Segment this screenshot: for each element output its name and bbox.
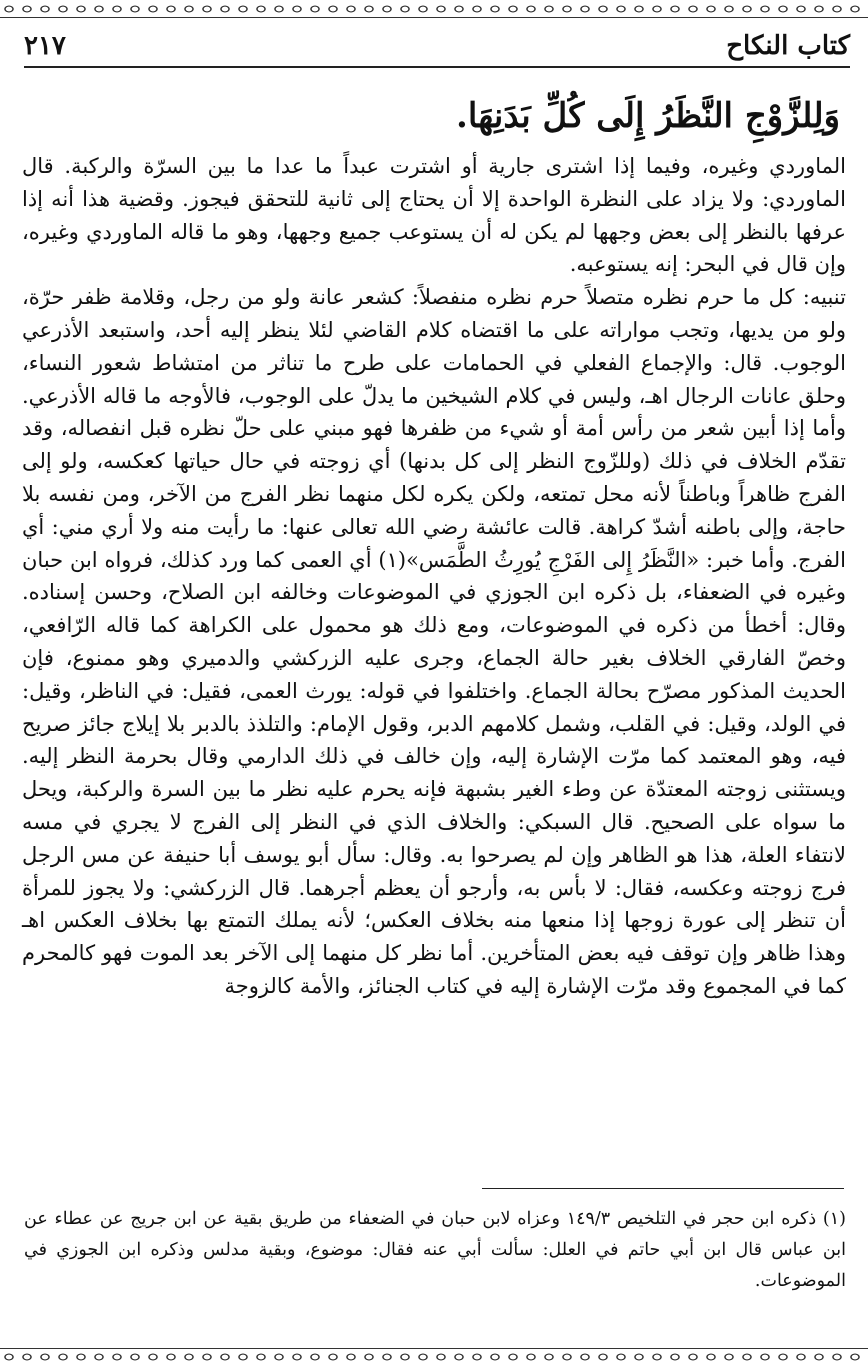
paragraph: تنبيه: كل ما حرم نظره متصلاً حرم نظره منفصلاً: كشعر عانة ولو من رجل، وقلامة ظفر حرّة، ولو من يديها، وتجب مواراته على ما اقتضاه كلام القاضي لئلا ينظر إليه أحد، واستبعد الأذرعي الوجوب. قال: والإجماع الفعلي في الحمامات على طرح ما تناثر من امتشاط شعور النساء، وحلق عانات الرجال اهـ، وليس في كلام الشيخين ما يدلّ على الوجوب، فالأوجه ما قاله الأذرعي. وأما إذا أبين شعر من رأس أمة أو شيء من ظفرها فهو مبني على حلّ نظره قبل انفصاله، وقد تقدّم الخلاف في ذلك (وللزّوج النظر إلى كل بدنها) أي زوجته في حال حياتها كعكسه، ولو إلى الفرج ظاهراً وباطناً لأنه محل تمتعه، ولكن يكره لكل منهما نظر الفرج من الآخر، ومن نفسه بلا حاجة، وإلى باطنه أشدّ كراهة. قالت عائشة رضي الله تعالى عنها: ما رأيت منه ولا أري مني: أي الفرج. وأما خبر: «النَّظَرُ إِلى الفَرْجِ يُورِثُ الطَّمَس»(١) أي العمى كما ورد كذلك، فرواه ابن حبان وغيره في الضعفاء، بل ذكره ابن الجوزي في الموضوعات وخالفه ابن الصلاح، وحسن إسناده. وقال: أخطأ من ذكره في الموضوعات، ومع ذلك هو محمول على الكراهة كما قاله الرّافعي، وخصّ الفارقي الخلاف بغير حالة الجماع، وجرى عليه الزركشي والدميري وهو ممنوع، فإن الحديث المذكور مصرّح بحالة الجماع. واختلفوا في قوله: يورث العمى، فقيل: في الناظر، وقيل: في الولد، وقيل: في القلب، وشمل كلامهم الدبر، وقول الإمام: والتلذذ بالدبر بلا إيلاج جائز صريح فيه، وهو المعتمد كما مرّت الإشارة إليه، وإن خالف في ذلك الدارمي وقال بحرمة النظر إليه. ويستثنى زوجته المعتدّة عن وطء الغير بشبهة فإنه يحرم عليه نظر ما بين السرة والركبة، ويحل ما سواه على الصحيح. قال السبكي: والخلاف الذي في النظر إلى الفرج لا يجري في مسه لانتفاء العلة، هذا هو الظاهر وإن لم يصرحوا به. وقال: سأل أبو يوسف أبا حنيفة عن مس الرجل فرج زوجته وعكسه، فقال: لا بأس به، وأرجو أن يعظم أجرهما. قال الزركشي: ولا يجوز للمرأة أن تنظر إلى عورة زوجها إذا منعها منه بخلاف العكس؛ لأنه يملك التمتع بها بخلاف العكس اهـ وهذا ظاهر وإن توقف فيه بعض المتأخرين. أما نظر كل منهما إلى الآخر بعد الموت فهو كالمحرم كما في المجموع وقد مرّت الإشارة إليه في كتاب الجنائز، والأمة كالزوجة xyxy=(22,285,846,998)
top-ornamental-border xyxy=(0,0,868,18)
footnote-divider xyxy=(482,1188,844,1189)
page-number: ٢١٧ xyxy=(24,31,66,61)
commentary-text xyxy=(22,150,846,1003)
bottom-ornamental-border xyxy=(0,1348,868,1366)
footnote: (١) ذكره ابن حجر في التلخيص ١٤٩/٣ وعزاه لابن حبان في الضعفاء من طريق بقية عن ابن جريج عن عطاء عن ابن عباس قال ابن أبي حاتم في العلل: سألت أبي عنه فقال: موضوع، وبقية مدلس وذكره ابن الجوزي في الموضوعات. xyxy=(24,1209,846,1291)
book-title: كتاب النكاح xyxy=(726,31,850,61)
matn-heading: وَلِلزَّوْجِ النَّظَرُ إِلَى كُلِّ بَدَنِهَا. xyxy=(456,96,840,136)
paragraph: الماوردي وغيره، وفيما إذا اشترى جارية أو اشترت عبداً ما عدا ما بين السرّة والركبة. قال الماوردي: ولا يزاد على النظرة الواحدة إلا أن يحتاج إلى ثانية للتحقق فيجوز. وقضية هذا أنه إذا عرفها بالنظر إلى بعض وجهها لم يكن له أن يستوعب جميع وجهها، وهو ما قاله الماوردي وغيره، وإن قال في البحر: إنه يستوعبه. xyxy=(22,154,846,277)
page-header xyxy=(24,26,850,68)
